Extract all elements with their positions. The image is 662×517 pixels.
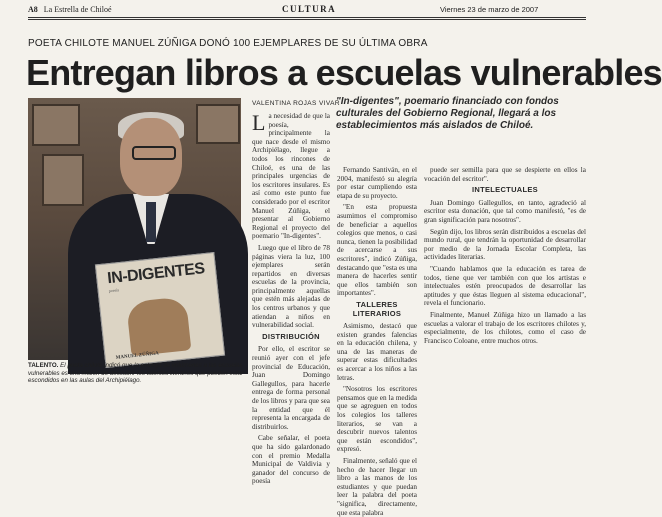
paragraph: Según dijo, los libros serán distribuidos a escuelas del mundo rural, que tendrán la oportunidad de desarrollar por medio de la Jornada Escolar Completa, las actividades literarias. — [424, 227, 586, 262]
article-photo — [28, 98, 241, 360]
paragraph: Juan Domingo Gallegullos, en tanto, agradeció al escritor esta donación, que tal como manifestó, "es de gran significación para nosotros". — [424, 198, 586, 224]
paragraph: Asimismo, destacó que existen grandes falencias en la educación chilena, y una de las maneras de superar estas dificultades es acercar a los niños a las letras. — [337, 322, 417, 382]
paragraph: puede ser semilla para que se despierte en ellos la vocación del escritor". — [424, 166, 586, 183]
wall-picture — [42, 154, 84, 206]
photo-caption — [28, 362, 244, 385]
wall-picture — [196, 104, 240, 144]
article-headline: Entregan libros a escuelas vulnerables — [26, 52, 662, 93]
paragraph: "En esta propuesta asumimos el compromiso de beneficiar a aquellos colegios que menos, o casi nunca, tienen la posibilidad de acercarse a sus escritores", indicó Zúñiga, destacando que "esta es una manera de hacerles sentir que ellos también son importantes". — [337, 203, 417, 298]
subheading-intelectuales: INTELECTUALES — [472, 185, 538, 195]
issue-date: Viernes 23 de marzo de 2007 — [440, 5, 539, 14]
page-number: A8 — [28, 5, 38, 14]
book-illustration — [126, 296, 191, 356]
paragraph: Cabe señalar, el poeta que ha sido galardonado con el premio Medalla Municipal de Valdivia y ganador del concurso de poesía — [252, 434, 330, 486]
text-column-3 — [424, 166, 586, 397]
text-column-2 — [337, 166, 417, 517]
article-deck: "In-digentes", poemario financiado con fondos culturales del Gobierno Regional, llegará a los establecimientos más aislados de Chiloé. — [336, 96, 559, 131]
article-kicker: POETA CHILOTE MANUEL ZÚÑIGA DONÓ 100 EJEMPLARES DE SU ÚLTIMA OBRA — [28, 38, 428, 49]
caption-text: El poeta chilote indicó que la entrega de volúmenes a las escuelas vulnerables es una misión de descubrir los talentos literarios que pueden estar escondidos en las aulas del Archipiélago. — [28, 362, 244, 384]
subheading-talleres: TALLERES LITERARIOS — [352, 299, 402, 318]
drop-cap: L — [252, 110, 266, 135]
subheading-distribucion: DISTRIBUCIÓN — [262, 331, 320, 341]
paragraph: Luego que el libro de 78 páginas viera la luz, 100 ejemplares serán repartidos en diversas escuelas de la provincia, principalmente aquellas que estén más alejadas de los centros urbanos y que atiendan a niños en vulnerabilidad social. — [252, 243, 330, 330]
paragraph — [252, 112, 330, 241]
book-author: MANUEL ZÚÑIGA — [115, 351, 160, 361]
paragraph-text: a necesidad de que la poesía, principalmente la que nace desde el mismo Archipiélago, llegue a todos los rincones de Chiloé, es una de las principales urgencias de los escritores insulares. Es así como este punto fue considerado por el escritor Manuel Zúñiga, el presentar al Gobierno Regional el proyecto del poemario "In-digentes". — [252, 112, 330, 241]
paragraph: "Nosotros los escritores pensamos que en la medida que se agreguen en todos los colegios los talleres literarios, se van a descubrir nuevos talentos que están escondidos", expresó. — [337, 385, 417, 454]
article-byline: VALENTINA ROJAS VIVAR — [252, 100, 340, 107]
caption-label: TALENTO. — [28, 362, 59, 369]
wall-picture — [32, 104, 80, 146]
book-title: IN-DIGENTES — [106, 260, 206, 288]
section-name: CULTURA — [282, 4, 337, 14]
header-rule — [28, 17, 586, 18]
person-glasses — [132, 146, 176, 160]
book-cover — [95, 252, 225, 368]
page-header-left — [28, 5, 112, 14]
book-subtitle: poesía — [108, 287, 120, 294]
paragraph: Finalmente, señaló que el hecho de hacer llegar un libro a las manos de los estudiantes y que puedan leer la palabra del poeta "significa, directamente, que esta palabra — [337, 457, 417, 517]
header-rule-2 — [28, 19, 586, 20]
paragraph: Por ello, el escritor se reunió ayer con el jefe provincial de Educación, Juan Domingo Gallegullos, para hacerle entrega de forma personal de los libros y para que sea la entidad que él representa la encargada de distribuirlos. — [252, 345, 330, 431]
text-column-1 — [252, 110, 330, 486]
paragraph: Finalmente, Manuel Zúñiga hizo un llamado a las escuelas a valorar el trabajo de los escritores chilotes y, especialmente, de los chilotes, como el caso de Francisco Coloane, entre muchos otros. — [424, 310, 586, 345]
paragraph: Fernando Santiván, en el 2004, manifestó su alegría por estar cumpliendo esta etapa de su proyecto. — [337, 166, 417, 200]
newspaper-name: La Estrella de Chiloé — [43, 5, 112, 14]
paragraph: "Cuando hablamos que la educación es tarea de todos, tiene que ver también con que los artistas e intelectuales estén preocupados de desarrollar las aptitudes y que éstas lleguen al sistema educacional", revela el funcionario. — [424, 264, 586, 308]
person-tie — [146, 202, 156, 242]
